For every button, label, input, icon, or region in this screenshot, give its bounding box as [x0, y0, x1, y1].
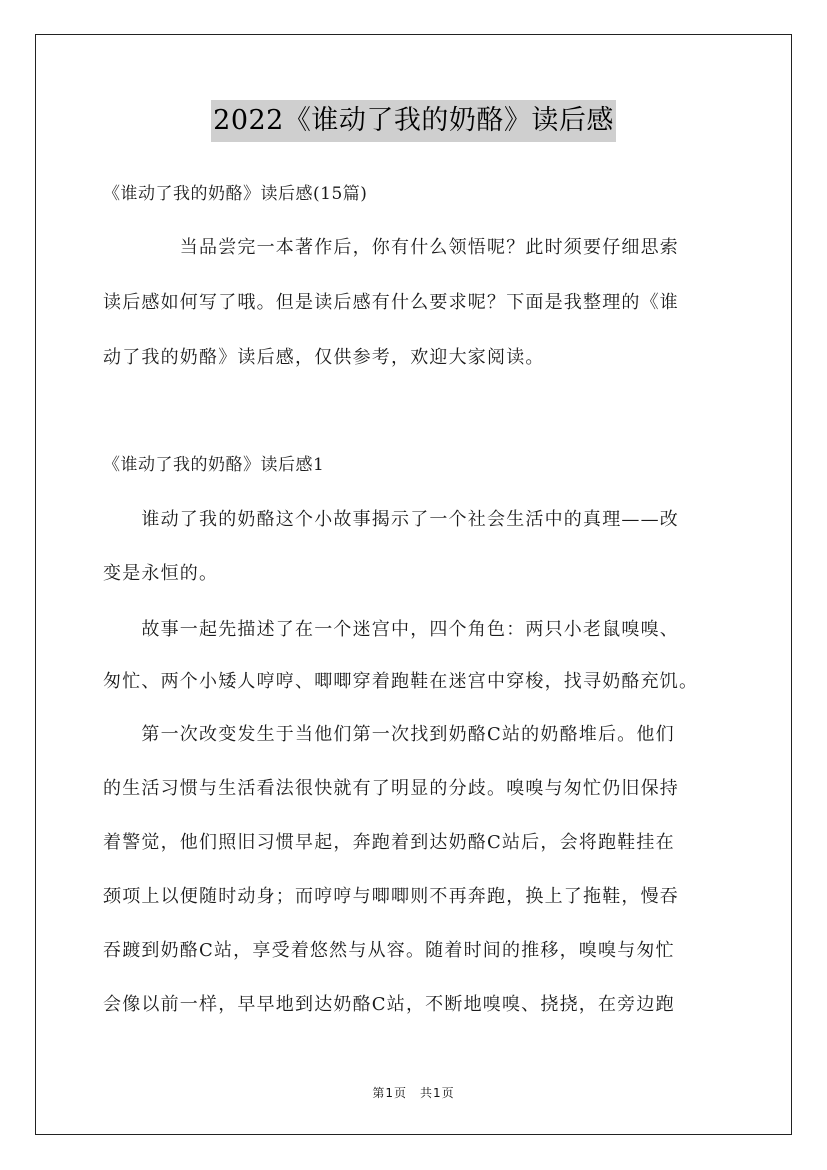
page-number-footer: 第1页 共1页 [372, 1086, 455, 1100]
body-line: 故事一起先描述了在一个迷宫中，四个角色：两只小老鼠嗅嗅、 [103, 619, 679, 640]
body-line: 第一次改变发生于当他们第一次找到奶酪C站的奶酪堆后。他们 [103, 724, 675, 745]
body-line: 着警觉，他们照旧习惯早起，奔跑着到达奶酪C站后，会将跑鞋挂在 [103, 832, 675, 853]
intro-line: 当品尝完一本著作后，你有什么领悟呢？此时须要仔细思索 [103, 237, 679, 258]
title-container [0, 100, 827, 142]
intro-line: 读后感如何写了哦。但是读后感有什么要求呢？下面是我整理的《谁 [103, 292, 679, 313]
body-line: 的生活习惯与生活看法很快就有了明显的分歧。嗅嗅与匆忙仍旧保持 [103, 778, 679, 799]
body-line: 会像以前一样，早早地到达奶酪C站，不断地嗅嗅、挠挠，在旁边跑 [103, 994, 675, 1015]
body-line: 匆忙、两个小矮人哼哼、唧唧穿着跑鞋在迷宫中穿梭，找寻奶酪充饥。 [103, 671, 699, 692]
body-line: 颈项上以便随时动身；而哼哼与唧唧则不再奔跑，换上了拖鞋，慢吞 [103, 886, 679, 907]
document-title: 2022《谁动了我的奶酪》读后感 [211, 100, 616, 142]
body-line: 变是永恒的。 [103, 563, 219, 584]
document-subtitle: 《谁动了我的奶酪》读后感(15篇) [103, 184, 368, 204]
section-heading: 《谁动了我的奶酪》读后感1 [103, 455, 325, 475]
body-line: 谁动了我的奶酪这个小故事揭示了一个社会生活中的真理——改 [103, 509, 679, 530]
intro-line: 动了我的奶酪》读后感，仅供参考，欢迎大家阅读。 [103, 347, 545, 368]
body-line: 吞踱到奶酪C站，享受着悠然与从容。随着时间的推移，嗅嗅与匆忙 [103, 940, 675, 961]
